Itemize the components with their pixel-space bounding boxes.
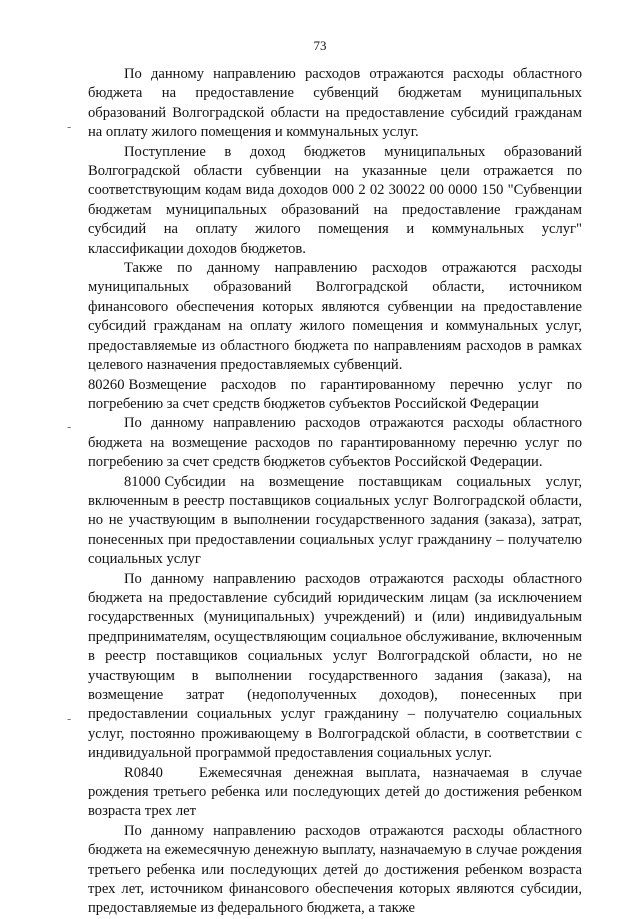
budget-item-81000-description: По данному направлению расходов отражаются расходы областного бюджета на предоставление субсидий юридическим лицам (за исключением государственных (муниципальных) учреждений) и (или) индивидуальным предпринимателям, осуществляющим социальное обслуживание, включенным в реестр поставщиков социальных услуг Волгоградской области, но не участвующим в выполнении государственного задания (заказа), на возмещение затрат (недополученных доходов), понесенных при предоставлении социальных услуг гражданину – получателю социальных услуг, постоянно проживающему в Волгоградской области, в соответствии с индивидуальной программой предоставления социальных услуг. [88, 570, 582, 762]
budget-code: R0840 [124, 764, 163, 781]
scan-mark: - [67, 120, 72, 134]
paragraph-municipal-expenses: Также по данному направлению расходов отражаются расходы муниципальных образований Волгоградской области, источником финансового обеспечения которых являются субвенции на предоставление субсидий гражданам на оплату жилого помещения и коммунальных услуг, предоставляемые из областного бюджета по направлениям расходов в рамках целевого назначения предоставляемых субвенций. [88, 260, 582, 374]
budget-item-R0840-description: По данному направлению расходов отражаются расходы областного бюджета на ежемесячную денежную выплату, назначаемую в случае рождения третьего ребенка или последующих детей до достижения ребенком возраста трех лет, источником финансового обеспечения которых являются субсидии, предоставляемые из федерального бюджета, а также [88, 822, 582, 917]
page-number: 73 [313, 38, 327, 53]
paragraph-subvention-revenue: Поступление в доход бюджетов муниципальных образований Волгоградской области субвенции на указанные цели отражается по соответствующим кодам вида доходов 000 2 02 30022 00 0000 150 "Субвенции бюджетам муниципальных образований на предоставление гражданам субсидий на оплату жилого помещения и коммунальных услуг" классификации доходов бюджетов. [88, 143, 582, 257]
budget-item-81000 [88, 473, 582, 570]
paragraph-subvention-purpose: По данному направлению расходов отражаются расходы областного бюджета на предоставление субвенций бюджетам муниципальных образований Волгоградской области на предоставление субсидий гражданам на оплату жилого помещения и коммунальных услуг. [88, 66, 582, 141]
scan-mark: - [67, 420, 72, 434]
document-body [88, 65, 582, 919]
budget-item-title: Возмещение расходов по гарантированному перечню услуг по погребению за счет средств бюджетов субъектов Российской Федерации [88, 376, 582, 412]
scan-mark: - [67, 712, 72, 726]
budget-item-80260 [88, 376, 582, 415]
budget-item-title: Ежемесячная денежная выплата, назначаемая в случае рождения третьего ребенка или последующих детей до достижения ребенком возраста трех лет [88, 764, 582, 820]
budget-item-title: Субсидии на возмещение поставщикам социальных услуг, включенным в реестр поставщиков социальных услуг Волгоградской области, но не участвующим в выполнении государственного задания (заказа), затрат, понесенных при предоставлении социальных услуг гражданину – получателю социальных услуг [88, 473, 582, 568]
budget-code: 80260 [88, 376, 125, 393]
budget-item-80260-description: По данному направлению расходов отражаются расходы областного бюджета на возмещение расходов по гарантированному перечню услуг по погребению за счет средств бюджетов субъектов Российской Федерации. [88, 415, 582, 471]
budget-item-R0840 [88, 764, 582, 822]
budget-code: 81000 [124, 473, 161, 490]
